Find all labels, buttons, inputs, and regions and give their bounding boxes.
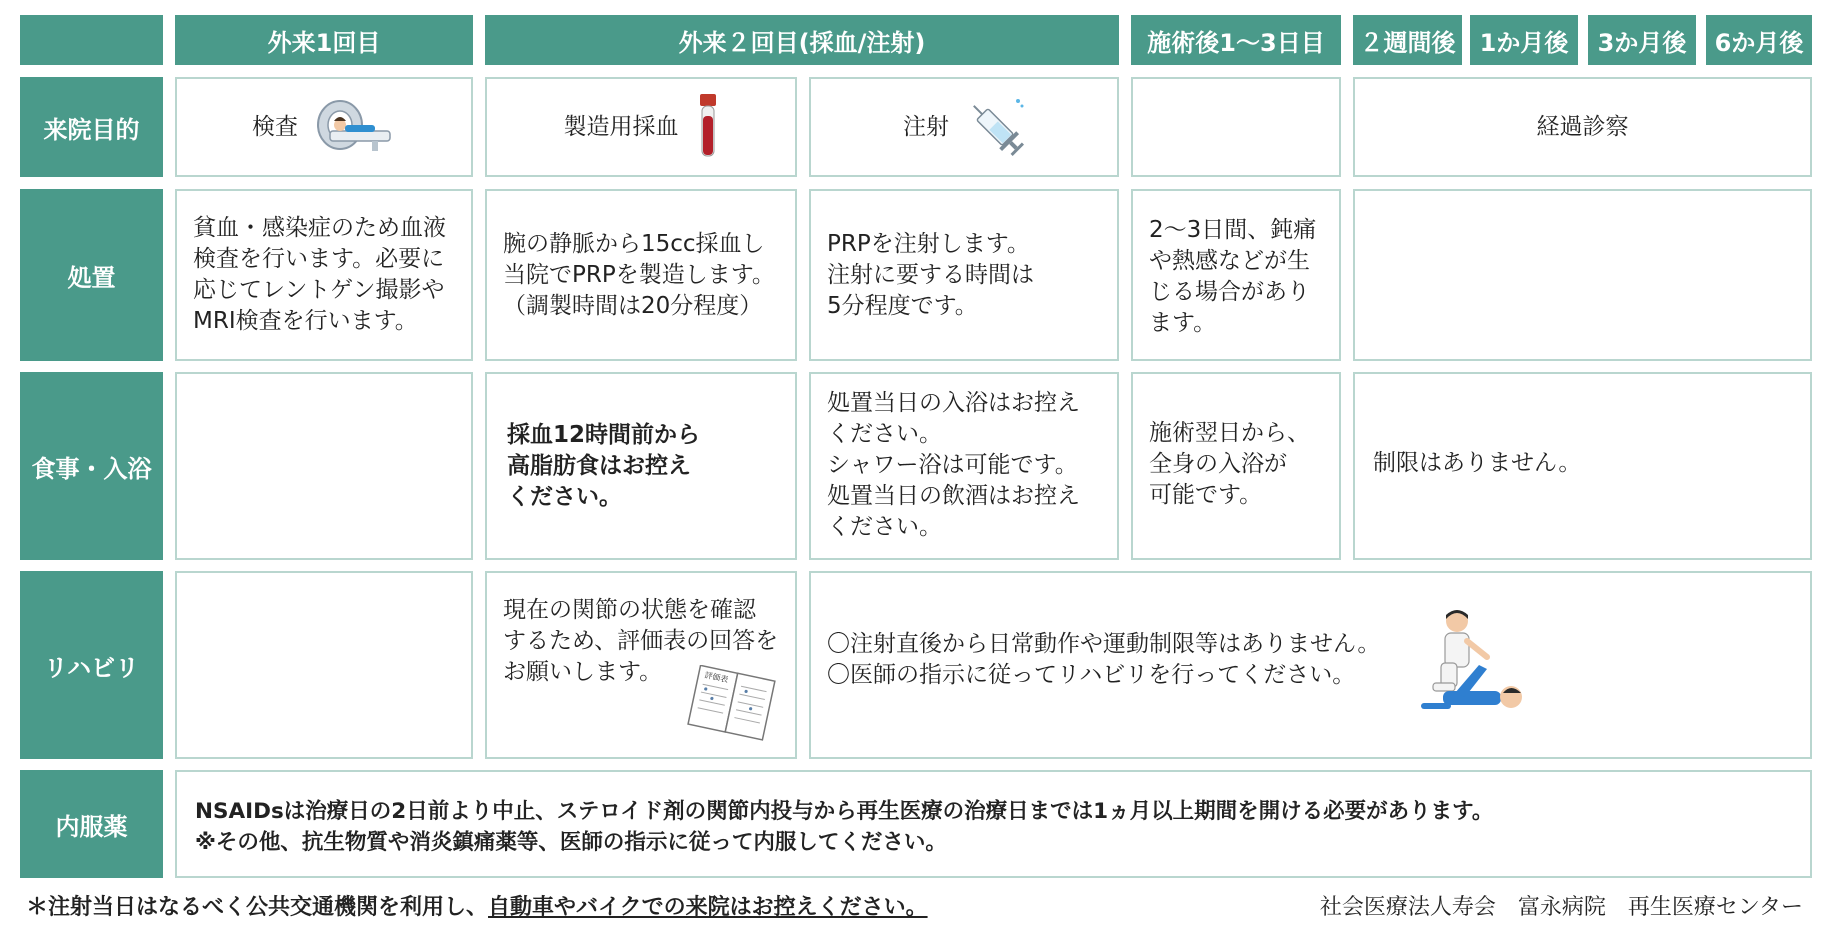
purpose-post xyxy=(1131,77,1341,177)
row-label-medicine: 内服薬 xyxy=(20,770,163,878)
medicine-line: NSAIDsは治療日の2日前より中止、ステロイド剤の関節内投与から再生医療の治療日までは1ヵ月以上期間を開ける必要があります。 xyxy=(195,799,1494,824)
meal-followup-text: 制限はありません。 xyxy=(1373,450,1582,476)
rehab-injection-line: 〇注射直後から日常動作や運動制限等はありません。 xyxy=(827,631,1381,657)
footer-note-underlined: 自動車やバイクでの来院はお控えください。 xyxy=(488,895,928,920)
rehabilitation-therapist-icon xyxy=(1417,607,1533,719)
footer-note-prefix: ＊注射当日はなるべく公共交通機関を利用し、 xyxy=(26,895,489,920)
treatment-post-line: や熱感などが生 xyxy=(1149,248,1310,274)
syringe-icon xyxy=(965,95,1025,159)
treatment-post-line: 2〜3日間、鈍痛 xyxy=(1149,217,1317,243)
header-3months: 3か月後 xyxy=(1588,15,1696,65)
rehab-injection xyxy=(809,571,1812,759)
meal-injection xyxy=(809,372,1119,560)
row-label-meal: 食事・入浴 xyxy=(20,372,163,560)
meal-post-line: 全身の入浴が xyxy=(1149,451,1287,477)
evaluation-sheet-icon xyxy=(687,665,779,745)
meal-post-line: 施術翌日から、 xyxy=(1149,420,1310,446)
evaluation-sheet-label: 評価表 xyxy=(703,670,730,685)
purpose-injection-text: 注射 xyxy=(903,113,949,140)
treatment-injection-line: 注射に要する時間は xyxy=(827,262,1034,288)
treatment-post xyxy=(1131,189,1341,361)
treatment-injection xyxy=(809,189,1119,361)
header-corner xyxy=(20,15,163,65)
medicine-line: ※その他、抗生物質や消炎鎮痛薬等、医師の指示に従って内服してください。 xyxy=(195,830,947,855)
header-6months: 6か月後 xyxy=(1706,15,1812,65)
meal-blood xyxy=(485,372,797,560)
mri-scanner-icon xyxy=(312,97,396,157)
header-visit2: 外来２回目(採血/注射) xyxy=(485,15,1119,65)
meal-blood-line: 採血12時間前から xyxy=(507,422,701,448)
rehab-visit1 xyxy=(175,571,473,759)
meal-injection-line: 処置当日の飲酒はお控え xyxy=(827,483,1080,509)
header-2weeks: ２週間後 xyxy=(1353,15,1462,65)
treatment-visit1 xyxy=(175,189,473,361)
treatment-injection-line: PRPを注射します。 xyxy=(827,231,1030,257)
row-label-treatment: 処置 xyxy=(20,189,163,361)
treatment-visit1-line: MRI検査を行います。 xyxy=(193,308,418,334)
purpose-followup-text: 経過診察 xyxy=(1536,113,1629,140)
purpose-blood xyxy=(485,77,797,177)
meal-injection-line: ください。 xyxy=(827,421,942,447)
meal-injection-line: ください。 xyxy=(827,514,942,540)
treatment-post-line: じる場合があり xyxy=(1149,279,1310,305)
purpose-followup xyxy=(1353,77,1812,177)
treatment-visit1-line: 貧血・感染症のため血液 xyxy=(193,215,446,241)
purpose-blood-text: 製造用採血 xyxy=(563,113,679,140)
header-post: 施術後1〜3日目 xyxy=(1131,15,1341,65)
rehab-blood-line: するため、評価表の回答を xyxy=(503,628,779,654)
row-label-purpose: 来院目的 xyxy=(20,77,163,177)
row-label-rehab: リハビリ xyxy=(20,571,163,759)
purpose-visit1-text: 検査 xyxy=(252,113,298,140)
meal-blood-line: ください。 xyxy=(507,484,622,510)
treatment-visit1-line: 検査を行います。必要に xyxy=(193,246,445,272)
treatment-blood-line: （調製時間は20分程度） xyxy=(503,293,763,319)
meal-post xyxy=(1131,372,1341,560)
header-1month: 1か月後 xyxy=(1470,15,1578,65)
rehab-blood xyxy=(485,571,797,759)
rehab-blood-line: 現在の関節の状態を確認 xyxy=(503,597,756,623)
treatment-followup xyxy=(1353,189,1812,361)
medicine-cell xyxy=(175,770,1812,878)
purpose-visit1 xyxy=(175,77,473,177)
treatment-post-line: ます。 xyxy=(1149,310,1217,336)
footer-note xyxy=(26,890,928,921)
treatment-visit1-line: 応じてレントゲン撮影や xyxy=(193,277,445,303)
treatment-injection-line: 5分程度です。 xyxy=(827,293,978,319)
header-visit1: 外来1回目 xyxy=(175,15,473,65)
footer-organization: 社会医療法人寿会 富永病院 再生医療センター xyxy=(1319,895,1803,920)
rehab-injection-line: 〇医師の指示に従ってリハビリを行ってください。 xyxy=(827,662,1356,688)
meal-injection-line: 処置当日の入浴はお控え xyxy=(827,390,1080,416)
blood-tube-icon xyxy=(697,94,719,160)
treatment-blood-line: 腕の静脈から15cc採血し xyxy=(503,231,765,257)
treatment-blood-line: 当院でPRPを製造します。 xyxy=(503,262,775,288)
purpose-injection xyxy=(809,77,1119,177)
meal-post-line: 可能です。 xyxy=(1149,482,1263,508)
meal-blood-line: 高脂肪食はお控え xyxy=(507,453,691,479)
treatment-blood xyxy=(485,189,797,361)
meal-visit1 xyxy=(175,372,473,560)
meal-followup xyxy=(1353,372,1812,560)
meal-injection-line: シャワー浴は可能です。 xyxy=(827,452,1078,478)
rehab-blood-line: お願いします。 xyxy=(503,659,663,685)
